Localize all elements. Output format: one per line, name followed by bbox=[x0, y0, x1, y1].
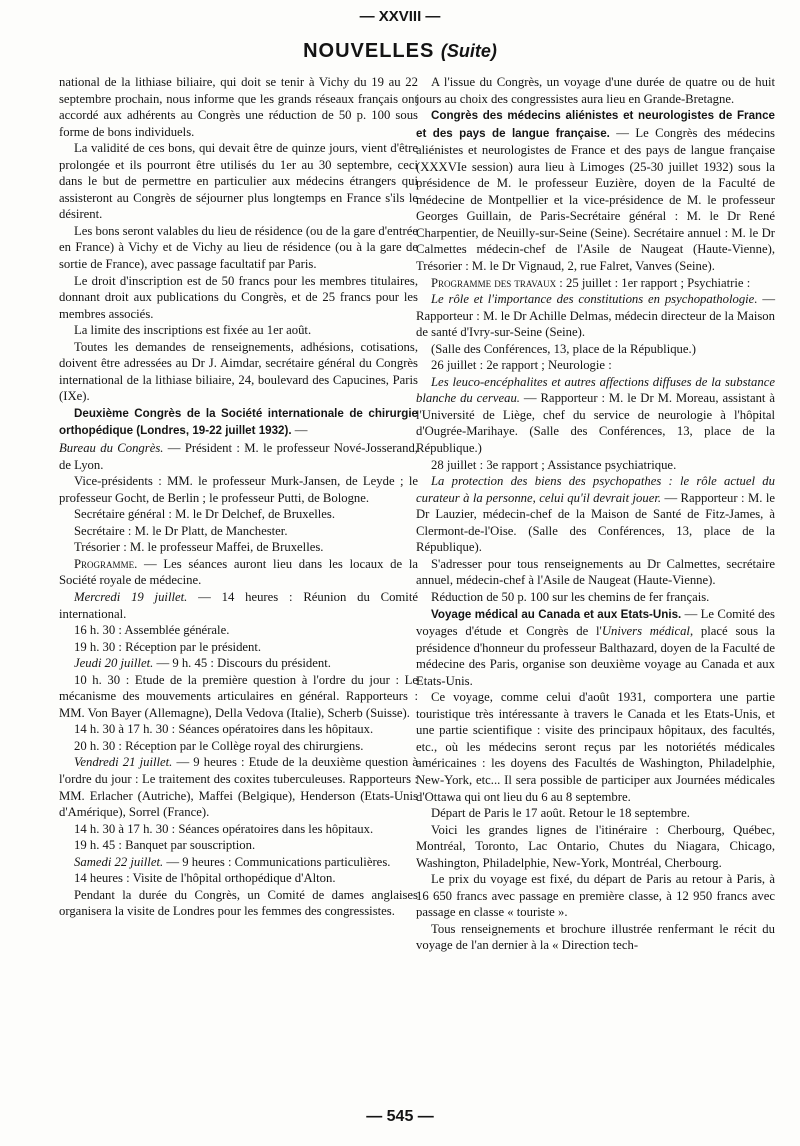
paragraph: Trésorier : M. le professeur Maffei, de Bruxelles. bbox=[74, 540, 324, 555]
smallcaps-lead: Programme des travaux : bbox=[431, 275, 563, 290]
italic-lead: Vendredi 21 juillet. bbox=[74, 755, 173, 770]
paragraph bbox=[416, 275, 775, 292]
paragraph-text: 25 juillet : 1er rapport ; Psychiatrie : bbox=[562, 275, 751, 290]
paragraph bbox=[59, 854, 418, 871]
paragraph: Les bons seront valables du lieu de résidence (ou de la gare d'entrée en France) à Vichy et de Vichy au lieu de résidence (ou à la gare de sortie de France), avec passage facultatif par Paris. bbox=[59, 223, 419, 272]
paragraph: 19 h. 45 : Banquet par souscription. bbox=[74, 838, 256, 853]
section-heading: Deuxième Congrès de la Société internationale de chirurgie orthopédique (Londres, 19-22 juillet 1932). bbox=[59, 406, 418, 438]
paragraph bbox=[59, 589, 418, 622]
paragraph bbox=[59, 655, 418, 672]
paragraph: La limite des inscriptions est fixée au 1er août. bbox=[74, 323, 312, 338]
paragraph-text: — Président : M. le professeur Nové-Josserand, de Lyon. bbox=[59, 441, 418, 472]
paragraph bbox=[59, 754, 418, 820]
paragraph: Pendant la durée du Congrès, un Comité de dames anglaises organisera la visite de Londres pour les femmes des congressistes. bbox=[59, 887, 418, 919]
paragraph: Vice-présidents : MM. le professeur Murk-Jansen, de Leyde ; le professeur Gocht, de Berlin ; le professeur Putti, de Bologne. bbox=[59, 474, 418, 505]
paragraph bbox=[59, 440, 418, 473]
paragraph: Le prix du voyage est fixé, du départ de Paris au retour à Paris, à 16 650 francs avec passage en première classe, à 12 950 francs avec passage en classe « touriste ». bbox=[416, 872, 775, 920]
paragraph: Toutes les demandes de renseignements, adhésions, cotisations, doivent être adressées au Dr J. Aimdar, secrétaire général du Congrès international de la lithiase biliaire, 24, boulevard des Capucines, Paris (IXe). bbox=[59, 339, 418, 404]
italic-lead: Les leuco-encéphalites et autres affections diffuses de la substance blanche du cerveau. bbox=[416, 374, 775, 406]
paragraph: Voici les grandes lignes de l'itinéraire : Cherbourg, Québec, Montréal, Toronto, Lac Ontario, Chutes du Niagara, Chicago, Washington, Philadelphie, New-York, Montréal, Cherbourg. bbox=[416, 822, 775, 870]
section-heading: Voyage médical au Canada et aux Etats-Unis. bbox=[431, 607, 682, 621]
paragraph-text: — Rapporteur : M. le Dr Lauzier, médecin-chef de la Maison de Santé de Fitz-James, à Clermont-de-l'Oise. (Salle des Conférences, 13, place de la République). bbox=[416, 490, 775, 555]
paragraph: Secrétaire : M. le Dr Platt, de Manchester. bbox=[74, 523, 288, 538]
paragraph: 14 h. 30 à 17 h. 30 : Séances opératoires dans les hôpitaux. bbox=[74, 821, 374, 836]
paragraph: A l'issue du Congrès, un voyage d'une durée de quatre ou de huit jours au choix des congressistes aura lieu en Grande-Bretagne. bbox=[416, 75, 775, 106]
paragraph bbox=[416, 606, 775, 690]
paragraph: Réduction de 50 p. 100 sur les chemins de fer français. bbox=[431, 589, 710, 604]
paragraph: 14 heures : Visite de l'hôpital orthopédique d'Alton. bbox=[74, 871, 336, 886]
paragraph: Secrétaire général : M. le Dr Delchef, de Bruxelles. bbox=[74, 507, 336, 522]
italic-lead: La protection des biens des psychopathes : le rôle actuel du curateur à la personne, celui qu'il devrait jouer. bbox=[416, 474, 775, 505]
page-title bbox=[0, 40, 800, 63]
italic-lead: Mercredi 19 juillet. bbox=[74, 589, 188, 604]
paragraph: 10 h. 30 : Etude de la première question à l'ordre du jour : Le mécanisme des mouvements articulaires en général. Rapporteurs : MM. Von Bayer (Allemagne), Della Vedova (Italie), Scherb (Suisse). bbox=[59, 672, 418, 720]
page-roman-numeral: — XXVIII — bbox=[359, 8, 441, 25]
paragraph-text: — 14 heures : Réunion du Comité international. bbox=[59, 589, 418, 621]
paragraph bbox=[416, 374, 775, 457]
italic-lead: Samedi 22 juillet. bbox=[74, 854, 164, 869]
italic-title: Univers médical bbox=[601, 624, 690, 639]
title-main: NOUVELLES bbox=[303, 40, 435, 62]
paragraph-text: — Rapporteur : M. le Dr M. Moreau, assistant à l'Université de Liège, chef du service de neurologie à l'hôpital d'Ougrée-Marihaye. (Salle des Conférences, 13, place de la République.) bbox=[416, 391, 775, 456]
paragraph: 28 juillet : 3e rapport ; Assistance psychiatrique. bbox=[431, 457, 677, 472]
paragraph-text: , placé sous la présidence d'honneur du professeur Balthazard, doyen de la Faculté de médecine des Paris, organise son deuxième voyage au Canada et aux Etats-Unis. bbox=[416, 624, 775, 688]
paragraph: Départ de Paris le 17 août. Retour le 18 septembre. bbox=[431, 806, 690, 821]
paragraph bbox=[416, 291, 775, 341]
paragraph: 19 h. 30 : Réception par le président. bbox=[74, 639, 262, 654]
paragraph: Le droit d'inscription est de 50 francs pour les membres titulaires, donnant droit aux publications du Congrès, et de 25 francs pour les membres associés. bbox=[59, 273, 418, 321]
paragraph bbox=[416, 473, 775, 556]
section-heading: Congrès des médecins aliénistes et neurologistes de France et des pays de langue française. bbox=[416, 109, 775, 140]
paragraph: S'adresser pour tous renseignements au Dr Calmettes, secrétaire annuel, médecin-chef à l'Asile de Naugeat (Haute-Vienne). bbox=[416, 556, 775, 588]
paragraph-text: — 9 heures : Communications particulières. bbox=[163, 854, 391, 869]
page-number: — 545 — bbox=[366, 1108, 434, 1125]
paragraph bbox=[59, 556, 418, 589]
title-suffix: (Suite) bbox=[440, 41, 497, 61]
left-column bbox=[59, 74, 418, 920]
paragraph: national de la lithiase biliaire, qui doit se tenir à Vichy du 19 au 22 septembre prochain, nous informe que les grands réseaux français ont accordé aux adhérents au Congrès une réduction de 50 p. 100 sous forme de bons individuels. bbox=[59, 75, 418, 139]
paragraph: 16 h. 30 : Assemblée générale. bbox=[74, 623, 230, 638]
smallcaps-lead: Programme. bbox=[74, 556, 138, 571]
italic-lead: Jeudi 20 juillet. bbox=[74, 656, 154, 671]
paragraph-text: — Le Comité des voyages d'étude et Congrès de l' bbox=[416, 606, 775, 639]
italic-lead: Bureau du Congrès. bbox=[59, 441, 164, 456]
paragraph: 26 juillet : 2e rapport ; Neurologie : bbox=[431, 358, 612, 373]
paragraph-text: — Le Congrès des médecins aliénistes et neurologistes de France et des pays de langue française (XXXVIe session) aura lieu à Limoges (25-30 juillet 1932) sous la présidence de M. le professeur Euzière, doyen de la Faculté de médecine de Montpellier et la vice-présidence de M. le professeur Georges Guillain, de Paris-Secrétaire général : M. le Dr René Charpentier, de Neuilly-sur-Seine (Seine). Secrétaire annuel : M. le Dr Calmettes médecin-chef de l'Asile de Naugeat (Haute-Vienne), Trésorier : M. le Dr Vignaud, 2, rue Falret, Vanves (Seine). bbox=[416, 125, 775, 274]
paragraph: 14 h. 30 à 17 h. 30 : Séances opératoires dans les hôpitaux. bbox=[74, 722, 374, 737]
paragraph: Tous renseignements et brochure illustrée renfermant le récit du voyage de l'an dernier à la « Direction tech- bbox=[416, 921, 775, 953]
paragraph: La validité de ces bons, qui devait être de quinze jours, vient d'être prolongée et ils pourront être utilisés du 1er au 30 septembre, ceci dans le but de permettre en particulier aux médecins étrangers qui assisteront au Congrès de séjourner plus longtemps en France s'ils le désirent. bbox=[59, 141, 418, 222]
paragraph-text: — Rapporteur : M. le Dr Achille Delmas, médecin directeur de la Maison de santé d'Ivry-sur-Seine (Seine). bbox=[416, 292, 776, 340]
italic-lead: Le rôle et l'importance des constitutions en psychopathologie. bbox=[431, 292, 758, 307]
heading-dash: — bbox=[291, 423, 308, 438]
paragraph bbox=[416, 107, 775, 274]
section-heading-paragraph bbox=[59, 405, 418, 440]
paragraph-text: — 9 heures : Etude de la deuxième question à l'ordre du jour : Le traitement des coxites tuberculeuses. Rapporteurs : MM. Erlacher (Autriche), Maffei (Belgique), Henderson (Etats-Unis d'Amérique), Sorrel (France). bbox=[59, 755, 418, 820]
paragraph-text: — 9 h. 45 : Discours du président. bbox=[153, 656, 331, 671]
paragraph: Ce voyage, comme celui d'août 1931, comportera une partie touristique très intéressante à travers le Canada et les Etats-Unis, et une partie scientifique : visite des principaux hôpitaux, des facultés, etc., où les médecins seront reçus par les notoriétés médicales américaines : les doyens des Facultés de Washington, Philadelphie, New-York, etc... Il sera possible de participer aux Journées médicales d'Ottawa qui ont lieu du 6 au 8 septembre. bbox=[416, 690, 775, 804]
paragraph: 20 h. 30 : Réception par le Collège royal des chirurgiens. bbox=[74, 738, 364, 753]
paragraph: (Salle des Conférences, 13, place de la République.) bbox=[431, 341, 696, 356]
right-column bbox=[416, 74, 775, 954]
paragraph-text: — Les séances auront lieu dans les locaux de la Société royale de médecine. bbox=[59, 556, 418, 588]
